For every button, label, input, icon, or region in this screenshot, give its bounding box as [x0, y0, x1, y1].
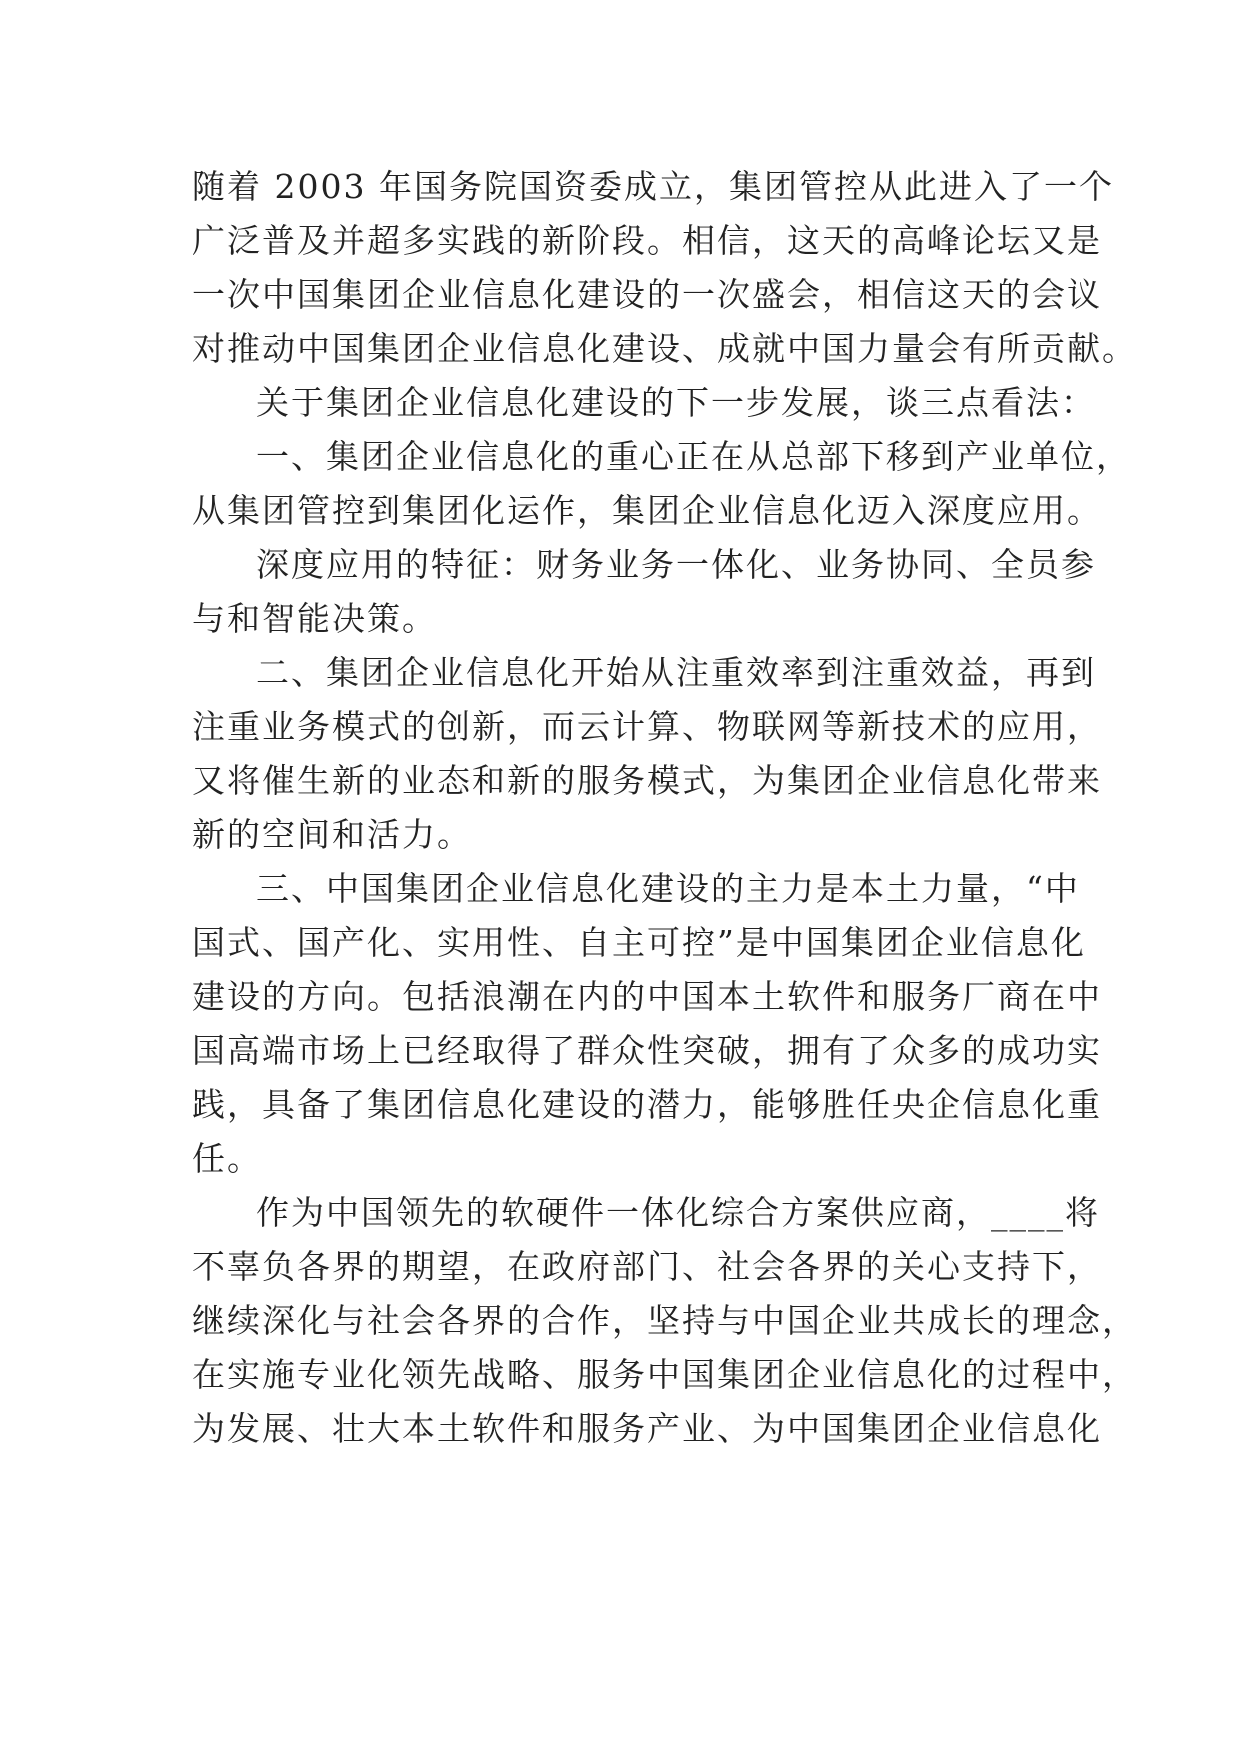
text-line: 一、集团企业信息化的重心正在从总部下移到产业单位， — [256, 437, 1131, 476]
text-line: 对推动中国集团企业信息化建设、成就中国力量会有所贡献。 — [192, 329, 1137, 368]
text-line: 从集团管控到集团化运作，集团企业信息化迈入深度应用。 — [192, 491, 1102, 530]
text-line: 在实施专业化领先战略、服务中国集团企业信息化的过程中， — [192, 1355, 1137, 1394]
text-line: 建设的方向。包括浪潮在内的中国本土软件和服务厂商在中 — [192, 977, 1102, 1016]
text-line: 不辜负各界的期望，在政府部门、社会各界的关心支持下， — [192, 1247, 1102, 1286]
text-line: 践，具备了集团信息化建设的潜力，能够胜任央企信息化重 — [192, 1085, 1102, 1124]
text-line: 二、集团企业信息化开始从注重效率到注重效益，再到 — [256, 653, 1096, 692]
text-line: 随着 2003 年国务院国资委成立，集团管控从此进入了一个 — [192, 167, 1114, 206]
text-line: 深度应用的特征：财务业务一体化、业务协同、全员参 — [256, 545, 1096, 584]
text-line: 国式、国产化、实用性、自主可控”是中国集团企业信息化 — [192, 923, 1086, 962]
text-line: 新的空间和活力。 — [192, 815, 472, 854]
text-line: 三、中国集团企业信息化建设的主力是本土力量，“中 — [256, 869, 1080, 908]
text-line: 继续深化与社会各界的合作，坚持与中国企业共成长的理念， — [192, 1301, 1137, 1340]
text-line: 关于集团企业信息化建设的下一步发展，谈三点看法： — [256, 383, 1096, 422]
text-line: 与和智能决策。 — [192, 599, 437, 638]
text-line: 又将催生新的业态和新的服务模式，为集团企业信息化带来 — [192, 761, 1102, 800]
text-line: 注重业务模式的创新，而云计算、物联网等新技术的应用， — [192, 707, 1102, 746]
text-line: 国高端市场上已经取得了群众性突破，拥有了众多的成功实 — [192, 1031, 1102, 1070]
text-line: 广泛普及并超多实践的新阶段。相信，这天的高峰论坛又是 — [192, 221, 1102, 260]
text-line: 一次中国集团企业信息化建设的一次盛会，相信这天的会议 — [192, 275, 1102, 314]
text-line: 任。 — [192, 1139, 262, 1178]
text-line: 为发展、壮大本土软件和服务产业、为中国集团企业信息化 — [192, 1409, 1102, 1448]
text-line: 作为中国领先的软硬件一体化综合方案供应商，____将 — [256, 1193, 1100, 1232]
